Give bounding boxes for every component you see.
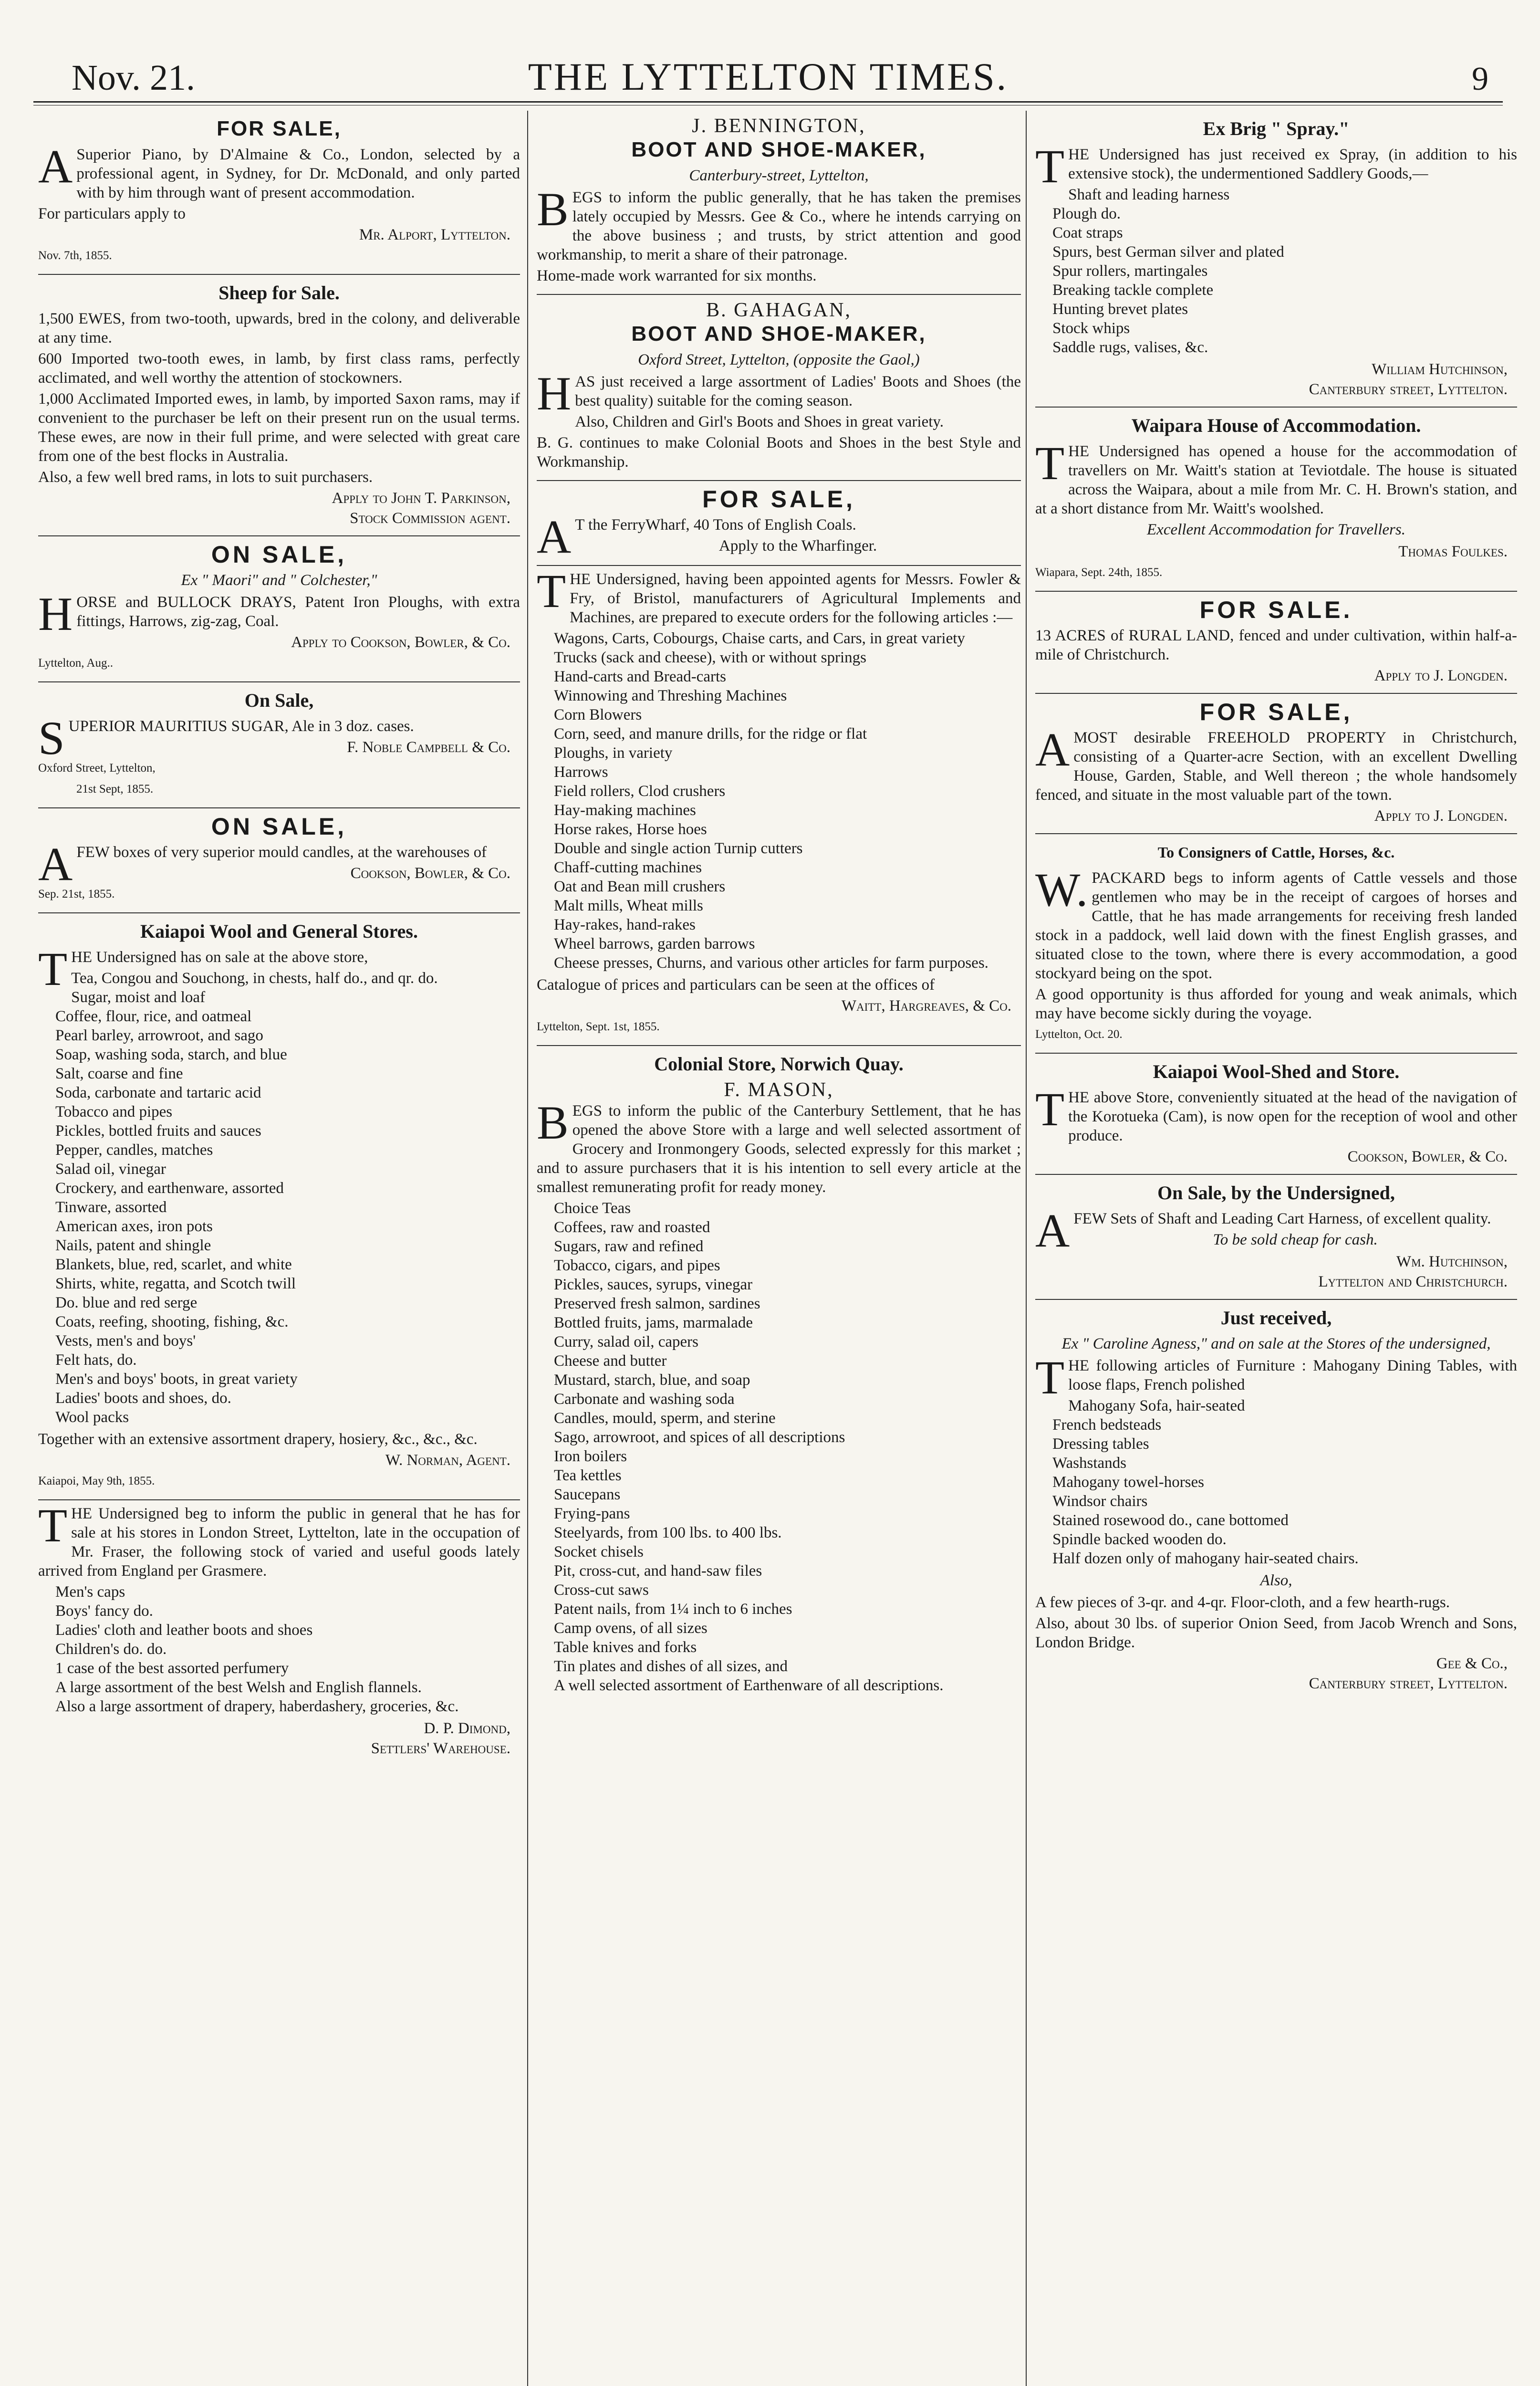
ad-closing: Home-made work warranted for six months.: [537, 267, 817, 284]
list-item: Men's caps: [55, 1583, 125, 1601]
ad-coals-for-sale: [537, 481, 1021, 566]
list-item: Windsor chairs: [1052, 1493, 1148, 1510]
ad-intro: BEGS to inform the public of the Canterbury Settlement, that he has opened the above Store with a large and well selected assortment of Grocery and Ironmongery Goods, selected expressly for this market ; and to assure purchasers that it is his intention to sell every article at the smallest remunerating profit for ready money.: [537, 1096, 1021, 1196]
list-item: Socket chisels: [554, 1543, 644, 1560]
ad-name: J. BENNINGTON,: [692, 115, 866, 137]
list-item: Plough do.: [1052, 205, 1121, 222]
ad-signature: Gee & Co.,: [1436, 1655, 1508, 1672]
ad-body: HAS just received a large assortment of Ladies' Boots and Shoes (the best quality) suitable for the coming season.: [537, 367, 1021, 420]
ad-kaiapoi-stores: [38, 913, 520, 1500]
ad-heading: Colonial Store, Norwich Quay.: [654, 1053, 904, 1075]
list-item: Field rollers, Clod crushers: [554, 783, 726, 800]
ad-colonial-store: [537, 1046, 1021, 1705]
ad-trade: BOOT AND SHOE-MAKER,: [631, 138, 926, 161]
list-item: Shirts, white, regatta, and Scotch twill: [55, 1275, 296, 1292]
list-item: Nails, patent and shingle: [55, 1237, 211, 1254]
ad-freehold-property: [1035, 694, 1517, 834]
ad-heading: ON SALE,: [211, 541, 347, 568]
ad-date: Lyttelton, Oct. 20.: [1035, 1028, 1123, 1041]
ad-signature: F. Noble Campbell & Co.: [347, 739, 510, 756]
item-list: [1035, 185, 1517, 357]
ad-body: BEGS to inform the public generally, that he has taken the premises lately occupied by Messrs. Gee & Co., where he intends carrying on the above business ; and trusts, by strict attention and good workmanship, to merit a share of their patronage.: [537, 183, 1021, 263]
ad-signature: Cookson, Bowler, & Co.: [1347, 1148, 1508, 1165]
ad-signature: Wm. Hutchinson,: [1396, 1253, 1508, 1270]
list-item: Pepper, candles, matches: [55, 1141, 213, 1159]
ad-apply: Apply to J. Longden.: [1374, 667, 1508, 684]
list-item: 1 case of the best assorted perfumery: [55, 1660, 289, 1677]
ad-sugar-on-sale: [38, 682, 520, 808]
ad-date: Oxford Street, Lyttelton,: [38, 762, 156, 774]
ad-signature: Mr. Alport, Lyttelton.: [359, 226, 510, 243]
list-item: Coat straps: [1052, 224, 1123, 241]
ad-body: 13 ACRES of RURAL LAND, fenced and under cultivation, within half-a-mile of Christchurch.: [1035, 627, 1517, 663]
ad-heading: Waipara House of Accommodation.: [1131, 415, 1421, 436]
ad-heading: ON SALE,: [211, 813, 347, 840]
list-item: Winnowing and Threshing Machines: [554, 687, 787, 704]
issue-date: Nov. 21.: [72, 58, 195, 98]
ad-signature: W. Norman, Agent.: [385, 1452, 510, 1469]
ad-signature: Canterbury street, Lyttelton.: [1309, 1675, 1508, 1692]
ad-subheading: Ex " Caroline Agness," and on sale at the Stores of the undersigned,: [1061, 1335, 1491, 1352]
ad-intro: THE Undersigned, having been appointed agents for Messrs. Fowler & Fry, of Bristol, manufacturers of Agricultural Implements and Machines, are prepared to execute orders for the following articles :—: [537, 565, 1021, 626]
ad-date: Kaiapoi, May 9th, 1855.: [38, 1475, 155, 1487]
list-item: Coats, reefing, shooting, fishing, &c.: [55, 1313, 289, 1330]
list-item: Sugars, raw and refined: [554, 1238, 704, 1255]
list-item: Shaft and leading harness: [1068, 186, 1230, 203]
list-item: Carbonate and washing soda: [554, 1391, 735, 1408]
list-item: Mustard, starch, blue, and soap: [554, 1371, 750, 1389]
list-item: Camp ovens, of all sizes: [554, 1620, 708, 1637]
ad-furniture-just-received: [1035, 1300, 1517, 1701]
list-item: Steelyards, from 100 lbs. to 400 lbs.: [554, 1524, 782, 1541]
ad-date: Lyttelton, Sept. 1st, 1855.: [537, 1020, 660, 1033]
column-divider: [527, 111, 528, 2386]
ad-rural-land: [1035, 592, 1517, 694]
list-item: Boys' fancy do.: [55, 1602, 153, 1620]
ad-body: ASuperior Piano, by D'Almaine & Co., London, selected by a professional agent, in Sydney, for Dr. McDonald, and only parted with by him through want of present accommodation.: [38, 140, 520, 201]
ad-signature: Waitt, Hargreaves, & Co.: [841, 997, 1011, 1015]
list-item: Hand-carts and Bread-carts: [554, 668, 726, 685]
ad-heading: Ex Brig " Spray.": [1203, 118, 1350, 139]
item-list: [38, 1582, 520, 1716]
ad-paragraph: 1,500 EWES, from two-tooth, upwards, bred in the colony, and deliverable at any time.: [38, 310, 520, 346]
ad-heading: Kaiapoi Wool and General Stores.: [140, 921, 418, 942]
list-item: Horse rakes, Horse hoes: [554, 821, 707, 838]
list-item: Stock whips: [1052, 320, 1130, 337]
ad-paragraph: B. G. continues to make Colonial Boots and Shoes in the best Style and Workmanship.: [537, 434, 1021, 471]
page-number: 9: [1472, 61, 1488, 97]
list-item: Tobacco, cigars, and pipes: [554, 1257, 720, 1274]
list-item: Saddle rugs, valises, &c.: [1052, 339, 1208, 356]
ad-waipara-house: [1035, 408, 1517, 592]
ad-date: Lyttelton, Aug..: [38, 657, 113, 670]
item-list: [537, 629, 1021, 973]
ad-closing: Together with an extensive assortment drapery, hosiery, &c., &c., &c.: [38, 1431, 478, 1448]
ad-closing: Catalogue of prices and particulars can be seen at the offices of: [537, 976, 935, 994]
ad-paragraph: 1,000 Acclimated Imported ewes, in lamb, by imported Saxon rams, may if convenient to the purchaser be left on their present run on the usual terms. These ewes, are now in their full prime, and were selected with great care from one of the best flocks in Australia.: [38, 390, 520, 465]
ad-subheading: Ex " Maori" and " Colchester,": [181, 572, 377, 589]
list-item: Tinware, assorted: [55, 1199, 167, 1216]
list-item: Malt mills, Wheat mills: [554, 897, 703, 914]
list-item: Wagons, Carts, Cobourgs, Chaise carts, and Cars, in great variety: [554, 630, 965, 647]
ad-candles-on-sale: [38, 808, 520, 913]
ad-intro: THE Undersigned beg to inform the public in general that he has for sale at his stores in London Street, Lyttelton, late in the occupation of Mr. Fraser, the following stock of varied and useful goods lately arrived from England per Grasmere.: [38, 1499, 520, 1580]
list-item: Wool packs: [55, 1409, 129, 1426]
list-item: Corn Blowers: [554, 706, 642, 723]
ad-heading: On Sale, by the Undersigned,: [1157, 1182, 1395, 1203]
list-item: Pit, cross-cut, and hand-saw files: [554, 1562, 762, 1580]
list-item: Patent nails, from 1¼ inch to 6 inches: [554, 1601, 792, 1618]
list-item: Breaking tackle complete: [1052, 282, 1214, 299]
ad-date: Nov. 7th, 1855.: [38, 249, 112, 262]
ad-body: AMOST desirable FREEHOLD PROPERTY in Christchurch, consisting of a Quarter-acre Section, with an excellent Dwelling House, Garden, Stable, and Well thereon ; the whole handsomely fenced, and situate in the most valuable part of the town.: [1035, 723, 1517, 804]
list-item: Candles, mould, sperm, and sterine: [554, 1410, 776, 1427]
ad-signature: William Hutchinson,: [1372, 361, 1508, 378]
list-item: Tin plates and dishes of all sizes, and: [554, 1658, 788, 1675]
column-3: [1035, 111, 1517, 2386]
column-2: [537, 111, 1021, 2386]
ad-saddlery-spray: [1035, 111, 1517, 408]
list-item: Felt hats, do.: [55, 1351, 137, 1369]
list-item: Cheese presses, Churns, and various other articles for farm purposes.: [554, 954, 989, 972]
list-item: Bottled fruits, jams, marmalade: [554, 1314, 753, 1331]
list-item: Wheel barrows, garden barrows: [554, 935, 755, 952]
list-item: Frying-pans: [554, 1505, 630, 1522]
list-item: Mahogany Sofa, hair-seated: [1068, 1397, 1245, 1414]
list-item: Hunting brevet plates: [1052, 301, 1188, 318]
list-item: Cheese and butter: [554, 1352, 667, 1370]
list-item: Children's do. do.: [55, 1641, 167, 1658]
ad-paragraph: Also, Children and Girl's Boots and Shoes in great variety.: [575, 413, 944, 430]
list-item: Soap, washing soda, starch, and blue: [55, 1046, 287, 1063]
masthead: [33, 48, 1503, 105]
list-item: Salad oil, vinegar: [55, 1161, 166, 1178]
list-item: Stained rosewood do., cane bottomed: [1052, 1512, 1289, 1529]
ad-closing: Apply to the Wharfinger.: [719, 537, 877, 555]
ad-signature: Lyttelton and Christchurch.: [1318, 1273, 1508, 1290]
list-item: Crockery, and earthenware, assorted: [55, 1180, 284, 1197]
list-item: Harrows: [554, 764, 608, 781]
list-item: Dressing tables: [1052, 1435, 1149, 1453]
item-list: [38, 969, 520, 1427]
ad-piano-for-sale: [38, 111, 520, 275]
ad-heading: FOR SALE,: [702, 486, 855, 513]
ad-heading: Just received,: [1220, 1307, 1332, 1329]
ad-signature: D. P. Dimond,: [424, 1720, 510, 1737]
list-item: Tea kettles: [554, 1467, 622, 1484]
ad-signature: Settlers' Warehouse.: [371, 1740, 510, 1757]
list-item: Soda, carbonate and tartaric acid: [55, 1084, 261, 1101]
ad-kaiapoi-wool-shed: [1035, 1054, 1517, 1175]
list-item: Chaff-cutting machines: [554, 859, 702, 876]
ad-fowler-fry-implements: [537, 566, 1021, 1046]
ad-paragraph: A few pieces of 3-qr. and 4-qr. Floor-cloth, and a few hearth-rugs.: [1035, 1594, 1450, 1611]
ad-signature: Thomas Foulkes.: [1398, 543, 1508, 560]
newspaper-title: THE LYTTELTON TIMES.: [528, 55, 1009, 98]
ad-body: HORSE and BULLOCK DRAYS, Patent Iron Ploughs, with extra fittings, Harrows, zig-zag, Coal.: [38, 587, 520, 640]
ad-gahagan: [537, 295, 1021, 481]
list-item: Salt, coarse and fine: [55, 1065, 183, 1082]
list-item: French bedsteads: [1052, 1416, 1162, 1434]
list-item: Double and single action Turnip cutters: [554, 840, 803, 857]
list-item: Pearl barley, arrowroot, and sago: [55, 1027, 263, 1044]
ad-paragraph: A good opportunity is thus afforded for young and weak animals, which may have become sickly during the voyage.: [1035, 986, 1517, 1022]
list-item: Mahogany towel-horses: [1052, 1474, 1205, 1491]
item-list: [537, 1199, 1021, 1695]
ad-paragraph: 600 Imported two-tooth ewes, in lamb, by first class rams, perfectly acclimated, and well worthy the attention of stockowners.: [38, 350, 520, 387]
list-item: Pickles, bottled fruits and sauces: [55, 1122, 261, 1140]
ad-body: AFEW Sets of Shaft and Leading Cart Harness, of excellent quality.: [1035, 1204, 1491, 1257]
list-item: Tobacco and pipes: [55, 1103, 173, 1120]
ad-tagline: Excellent Accommodation for Travellers.: [1147, 521, 1405, 538]
list-item: Half dozen only of mahogany hair-seated chairs.: [1052, 1550, 1359, 1567]
list-item: American axes, iron pots: [55, 1218, 213, 1235]
ad-name: F. MASON,: [724, 1079, 834, 1101]
list-item: Vests, men's and boys': [55, 1332, 196, 1350]
ad-date: 21st Sept, 1855.: [76, 783, 154, 795]
ad-paragraph: Also, about 30 lbs. of superior Onion Seed, from Jacob Wrench and Sons, London Bridge.: [1035, 1615, 1517, 1651]
item-list: [1035, 1396, 1517, 1568]
ad-drays-on-sale: [38, 536, 520, 682]
ad-cattle-consigners: [1035, 834, 1517, 1054]
ad-heading: FOR SALE.: [1199, 596, 1353, 623]
list-item: Ploughs, in variety: [554, 744, 673, 762]
ad-trade: BOOT AND SHOE-MAKER,: [631, 322, 926, 345]
ad-body: AFEW boxes of very superior mould candles, at the warehouses of: [38, 837, 487, 890]
list-item: Sugar, moist and loaf: [71, 989, 206, 1006]
ad-body: THE above Store, conveniently situated at the head of the navigation of the Korotueka (Cam), is now open for the reception of wool and other produce.: [1035, 1083, 1517, 1144]
ad-apply: For particulars apply to: [38, 205, 186, 222]
ad-heading: FOR SALE,: [1199, 699, 1353, 725]
ad-intro: THE following articles of Furniture : Mahogany Dining Tables, with loose flaps, French polished: [1035, 1351, 1517, 1404]
ad-apply: Apply to John T. Parkinson,: [332, 490, 510, 507]
list-item: Spindle backed wooden do.: [1052, 1531, 1227, 1548]
ad-date: Sep. 21st, 1855.: [38, 888, 115, 900]
list-item: Spurs, best German silver and plated: [1052, 243, 1284, 261]
list-item: Sago, arrowroot, and spices of all descriptions: [554, 1429, 845, 1446]
ad-date: Wiapara, Sept. 24th, 1855.: [1035, 566, 1163, 579]
list-item: Do. blue and red serge: [55, 1294, 198, 1311]
ad-signature: Apply to Cookson, Bowler, & Co.: [291, 634, 510, 651]
ad-also: Also,: [1260, 1572, 1292, 1589]
list-item: Also a large assortment of drapery, haberdashery, groceries, &c.: [55, 1698, 459, 1715]
column-1: [38, 111, 520, 2386]
ad-sheep-for-sale: [38, 275, 520, 536]
ad-address: Oxford Street, Lyttelton, (opposite the Gaol,): [638, 351, 920, 368]
list-item: Oat and Bean mill crushers: [554, 878, 726, 895]
ad-heading: Sheep for Sale.: [219, 282, 340, 303]
list-item: Table knives and forks: [554, 1639, 697, 1656]
ad-name: B. GAHAGAN,: [706, 299, 852, 321]
ad-signature: Canterbury street, Lyttelton.: [1309, 381, 1508, 398]
ad-heading: On Sale,: [244, 690, 314, 711]
ad-paragraph: Also, a few well bred rams, in lots to suit purchasers.: [38, 469, 373, 486]
ad-cart-harness: [1035, 1175, 1517, 1300]
ad-heading: FOR SALE,: [217, 117, 342, 140]
ad-signature: Stock Commission agent.: [350, 510, 510, 527]
list-item: Trucks (sack and cheese), with or without springs: [554, 649, 867, 666]
ad-address: Canterbury-street, Lyttelton,: [689, 167, 869, 184]
list-item: Ladies' cloth and leather boots and shoes: [55, 1622, 313, 1639]
ad-intro: THE Undersigned has on sale at the above store,: [38, 942, 368, 995]
ad-bennington: [537, 111, 1021, 295]
ad-dimond-warehouse: [38, 1500, 520, 1766]
ad-heading: To Consigners of Cattle, Horses, &c.: [1157, 844, 1395, 861]
ad-body: W.PACKARD begs to inform agents of Cattle vessels and those gentlemen who may be in the receipt of cargoes of horses and Cattle, that he has made arrangements for receiving fresh landed stock in a paddock, well laid down with the finest English grasses, and situated close to the town, where there is every accommodation, a good stockyard being on the spot.: [1035, 863, 1517, 982]
list-item: A large assortment of the best Welsh and English flannels.: [55, 1679, 422, 1696]
ad-body: AT the FerryWharf, 40 Tons of English Coals.: [537, 510, 856, 563]
list-item: A well selected assortment of Earthenware of all descriptions.: [554, 1677, 944, 1694]
list-item: Tea, Congou and Souchong, in chests, half do., and qr. do.: [71, 970, 438, 987]
list-item: Corn, seed, and manure drills, for the ridge or flat: [554, 725, 867, 743]
ad-apply: Apply to J. Longden.: [1374, 807, 1508, 825]
ad-body: SUPERIOR MAURITIUS SUGAR, Ale in 3 doz. cases.: [38, 712, 414, 764]
list-item: Washstands: [1052, 1455, 1126, 1472]
list-item: Coffee, flour, rice, and oatmeal: [55, 1008, 252, 1025]
list-item: Hay-rakes, hand-rakes: [554, 916, 696, 933]
list-item: Coffees, raw and roasted: [554, 1219, 710, 1236]
list-item: Preserved fresh salmon, sardines: [554, 1295, 760, 1312]
list-item: Ladies' boots and shoes, do.: [55, 1390, 231, 1407]
masthead-rule: [33, 101, 1503, 103]
list-item: Hay-making machines: [554, 802, 696, 819]
list-item: Spur rollers, martingales: [1052, 262, 1208, 280]
ad-body: THE Undersigned has opened a house for the accommodation of travellers on Mr. Waitt's station at Teviotdale. The house is situated across the Waipara, about a mile from Mr. C. H. Brown's station, and at a short distance from Mr. Waitt's woolshed.: [1035, 437, 1517, 517]
ad-signature: Cookson, Bowler, & Co.: [350, 865, 510, 882]
list-item: Cross-cut saws: [554, 1581, 649, 1599]
list-item: Curry, salad oil, capers: [554, 1333, 699, 1350]
list-item: Pickles, sauces, syrups, vinegar: [554, 1276, 753, 1293]
ad-tagline: To be sold cheap for cash.: [1213, 1231, 1378, 1248]
list-item: Men's and boys' boots, in great variety: [55, 1371, 298, 1388]
column-divider: [1026, 111, 1027, 2386]
list-item: Iron boilers: [554, 1448, 627, 1465]
list-item: Saucepans: [554, 1486, 621, 1503]
ad-intro: THE Undersigned has just received ex Spray, (in addition to his extensive stock), the undermentioned Saddlery Goods,—: [1035, 140, 1517, 193]
ad-heading: Kaiapoi Wool-Shed and Store.: [1153, 1061, 1400, 1082]
list-item: Blankets, blue, red, scarlet, and white: [55, 1256, 292, 1273]
list-item: Choice Teas: [554, 1200, 631, 1217]
